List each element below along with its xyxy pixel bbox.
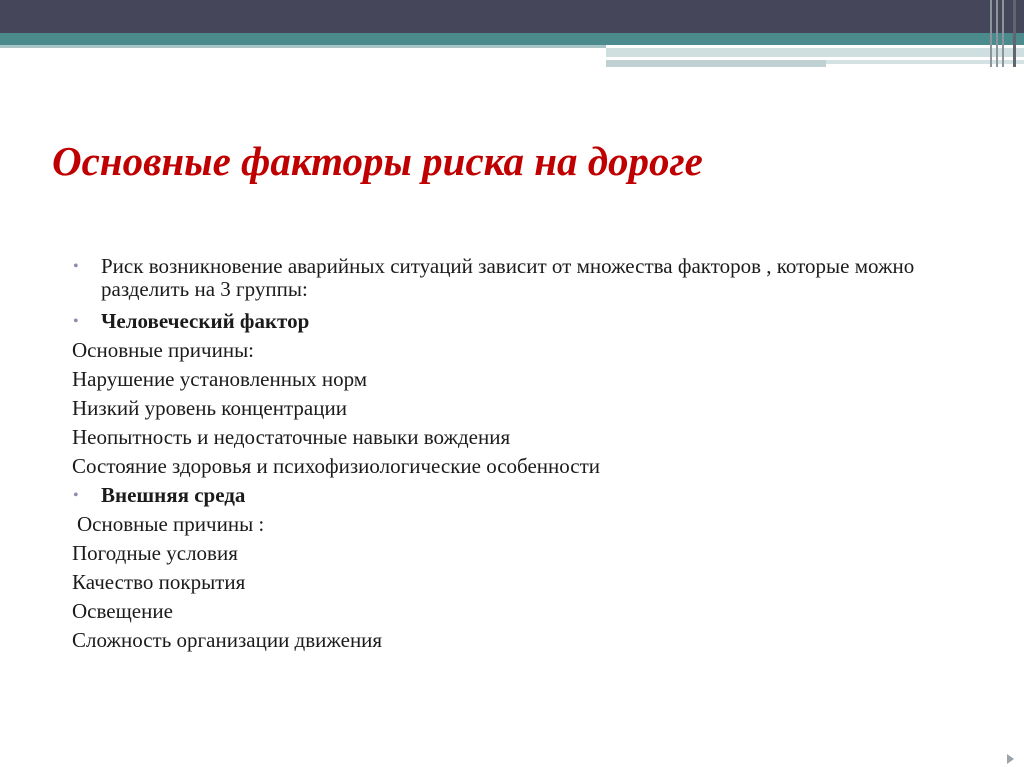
list-item-text: Качество покрытия — [72, 570, 246, 594]
list-item-text: Низкий уровень концентрации — [72, 396, 347, 420]
header-corner-mark — [1013, 0, 1016, 67]
list-item — [72, 336, 972, 365]
list-item — [72, 452, 972, 481]
slide-title: Основные факторы риска на дороге — [52, 138, 703, 184]
bullet-item-human-factor — [72, 307, 972, 336]
header-band-light-left — [0, 45, 606, 48]
list-item-text: Основные причины: — [72, 338, 255, 362]
header-band-gray-right — [606, 60, 826, 67]
list-item-text: Сложность организации движения — [72, 628, 383, 652]
next-slide-arrow-icon[interactable] — [1007, 754, 1014, 764]
list-item-text: Состояние здоровья и психофизиологические особенности — [72, 454, 601, 478]
slide-content — [72, 255, 972, 655]
header-stripes — [990, 0, 1012, 67]
list-item-text: Нарушение установленных норм — [72, 367, 368, 391]
bullet-item-text: Внешняя среда — [101, 483, 246, 507]
list-item — [72, 365, 972, 394]
header-band-light-right — [606, 48, 1024, 57]
list-item — [72, 394, 972, 423]
list-item — [72, 626, 972, 655]
list-item — [72, 510, 972, 539]
bullet-dot-icon: • — [73, 258, 79, 275]
header-band-teal — [0, 33, 1024, 45]
list-item-text: Освещение — [72, 599, 173, 623]
bullet-dot-icon: • — [73, 313, 79, 330]
bullet-item-environment — [72, 481, 972, 510]
list-item-text: Неопытность и недостаточные навыки вождения — [72, 425, 511, 449]
bullet-dot-icon: • — [73, 487, 79, 504]
list-item-text: Погодные условия — [72, 541, 238, 565]
bullet-item-intro — [72, 255, 961, 307]
list-item — [72, 539, 972, 568]
bullet-item-text: Человеческий фактор — [101, 309, 310, 333]
list-item — [72, 423, 972, 452]
list-item-text: Основные причины : — [77, 512, 265, 536]
list-item — [72, 597, 972, 626]
bullet-item-text: Риск возникновение аварийных ситуаций зависит от множества факторов , которые можно разделить на 3 группы: — [101, 254, 915, 301]
list-item — [72, 568, 972, 597]
header-band-dark — [0, 0, 1024, 33]
